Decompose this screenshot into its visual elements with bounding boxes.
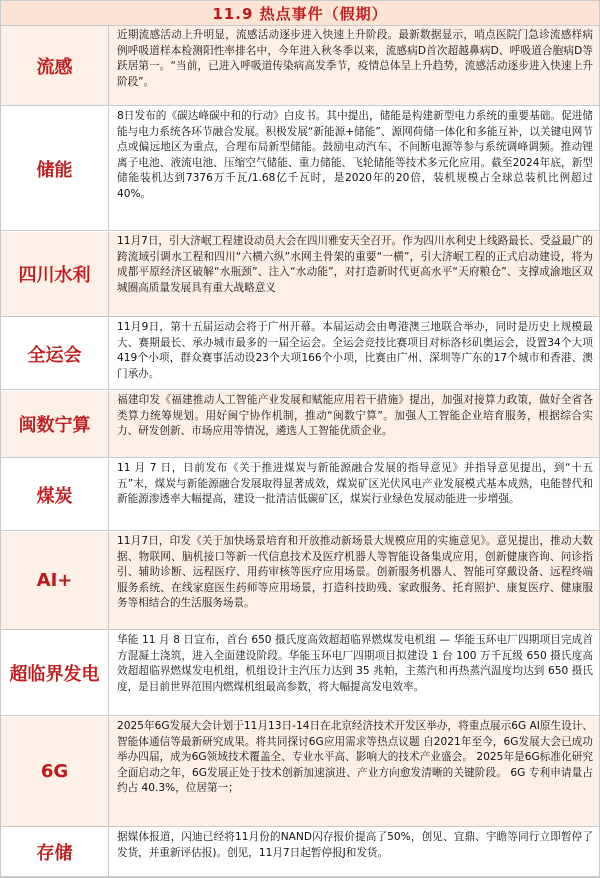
event-text: 11月7日，引大济岷工程建设动员大会在四川雅安天全召开。作为四川水利史上线路最长、受益最广的跨流域引调水工程和四川“六横六纵”水网主骨架的重要“一横”，引大济岷工程的正式启动建设，将为成都平原经济区破解“水瓶颈”、注入“水动能”，对打造新时代更高水平“天府粮仓”、支撑成渝地区双城圈高质量发展具有重大战略意义 <box>109 232 599 317</box>
event-row-energy-storage <box>1 107 599 231</box>
event-row-6g <box>1 717 599 827</box>
event-row-fujian-compute <box>1 391 599 458</box>
event-row-ai-plus <box>1 532 599 630</box>
event-row-flu <box>1 26 599 106</box>
event-category: 全运会 <box>1 318 109 390</box>
event-text: 11月7日，印发《关于加快场景培育和开放推动新场景大规模应用的实施意见》。意见提出，推动大数据、物联网、脑机接口等新一代信息技术及医疗机器人等智能设备集成应用，创新健康咨询、问诊指引、辅助诊断、远程医疗、用药审核等医疗应用场景。创新服务机器人、智能可穿戴设备、远程终端服务系统、在线家庭医生药师等应用场景，打造科技助残、家政服务、托育照护、康复医疗、健康服务等相结合的生活服务场景。 <box>109 532 599 630</box>
event-text: 近期流感活动上升明显，流感活动逐步进入快速上升阶段。最新数据显示，哨点医院门急诊流感样病例呼吸道样本检测阳性率排名中，今年进入秋冬季以来，流感病D首次超越鼻病D、呼吸道合胞病D等跃居第一。“当前，已进入呼吸道传染病高发季节，疫情总体呈上升趋势，流感活动逐步进入快速上升阶段”。 <box>109 26 599 106</box>
event-text: 8日发布的《碳达峰碳中和的行动》白皮书。其中提出，储能是构建新型电力系统的重要基础。促进储能与电力系统各环节融合发展。积极发展“新能源+储能”、源网荷储一体化和多能互补，以关键电网节点或偏远地区为重点，合理布局新型储能。鼓励电动汽车、不间断电源等参与系统调峰调频。推动锂离子电池、液流电池、压缩空气储能、重力储能、飞轮储能等技术多元化应用。截至2024年底，新型储能装机达到7376万千瓦/1.68亿千瓦时，是2020年的20倍，装机规模占全球总装机比例超过40%。 <box>109 107 599 231</box>
event-category: 闽数宁算 <box>1 391 109 458</box>
event-text: 据媒体报道，闪迪已经将11月份的NAND闪存报价提高了50%，创见、宜鼎、宇瞻等同行立即暂停了发货，并重新评估报)。创见，11月7日起暂停报J和发货。 <box>109 828 599 877</box>
event-text: 福建印发《福建推动人工智能产业发展和赋能应用若干措施》提出，加强对接算力政策，做好全省各类算力统筹规划。用好闽宁协作机制，推动“闽数宁算”。加强人工智能企业培育服务，根据综合实力、研发创新、市场应用等情况，遴选人工智能优质企业。 <box>109 391 599 458</box>
event-row-supercritical-power <box>1 631 599 716</box>
event-category: 四川水利 <box>1 232 109 317</box>
event-category: 流感 <box>1 26 109 106</box>
event-text: 2025年6G发展大会计划于11月13日-14日在北京经济技术开发区举办，将重点展示6G AI原生设计、智能体通信等最新研究成果。将共同探讨6G应用需求等热点议题 自2021年至今，6G发展大会已成功举办四届，成为6G领域技术覆盖全、专业水平高、影响大的技术产业盛会。 2025年是6G标准化研究全面启动之年，6G发展正处于技术创新加速演进、产业方向愈发清晰的关键阶段。 6G 专利申请量占约占 40.3%，位居第一； <box>109 717 599 827</box>
event-category: 储能 <box>1 107 109 231</box>
sheet-title: 11.9 热点事件（假期） <box>1 1 599 26</box>
event-text: 11月9日，第十五届运动会将于广州开幕。本届运动会由粤港澳三地联合举办，同时是历史上规模最大、赛期最长、承办城市最多的一届全运会。全运会竞技比赛项目对标洛杉矶奥运会，设置34个大项419个小项，群众赛事活动设23个大项166个小项，比赛由广州、深圳等广东的17个城市和香港、澳门承办。 <box>109 318 599 390</box>
event-text: 11 月 7 日，日前发布《关于推进煤炭与新能源融合发展的指导意见》并指导意见提出，到“十五五”末，煤炭与新能源融合发展取得显著成效，煤炭矿区光伏风电产业发展模式基本成熟，电能替代和新能源渗透率大幅提高，建设一批清洁低碳矿区，煤炭行业绿色发展动能进一步增强。 <box>109 459 599 531</box>
event-category: AI+ <box>1 532 109 630</box>
event-category: 超临界发电 <box>1 631 109 716</box>
event-row-sichuan-water <box>1 232 599 317</box>
event-row-storage-chips <box>1 828 599 877</box>
event-text: 华能 11 月 8 日宣布，首台 650 摄氏度高效超超临界燃煤发电机组 — 华能玉环电厂四期项目完成首方混凝土浇筑，进入全面建设阶段。华能玉环电厂四期项目拟建设 1 台 100 万千瓦级 650 摄氏度高效超超临界燃煤发电机组，机组设计主汽压力达到 35 兆帕，主蒸汽和再热蒸汽温度均达到 650 摄氏度，是目前世界范围内燃煤机组最高参数，将大幅提高发电效率。 <box>109 631 599 716</box>
event-row-national-games <box>1 318 599 390</box>
event-category: 存储 <box>1 828 109 877</box>
event-category: 煤炭 <box>1 459 109 531</box>
event-category: 6G <box>1 717 109 827</box>
event-row-coal <box>1 459 599 531</box>
